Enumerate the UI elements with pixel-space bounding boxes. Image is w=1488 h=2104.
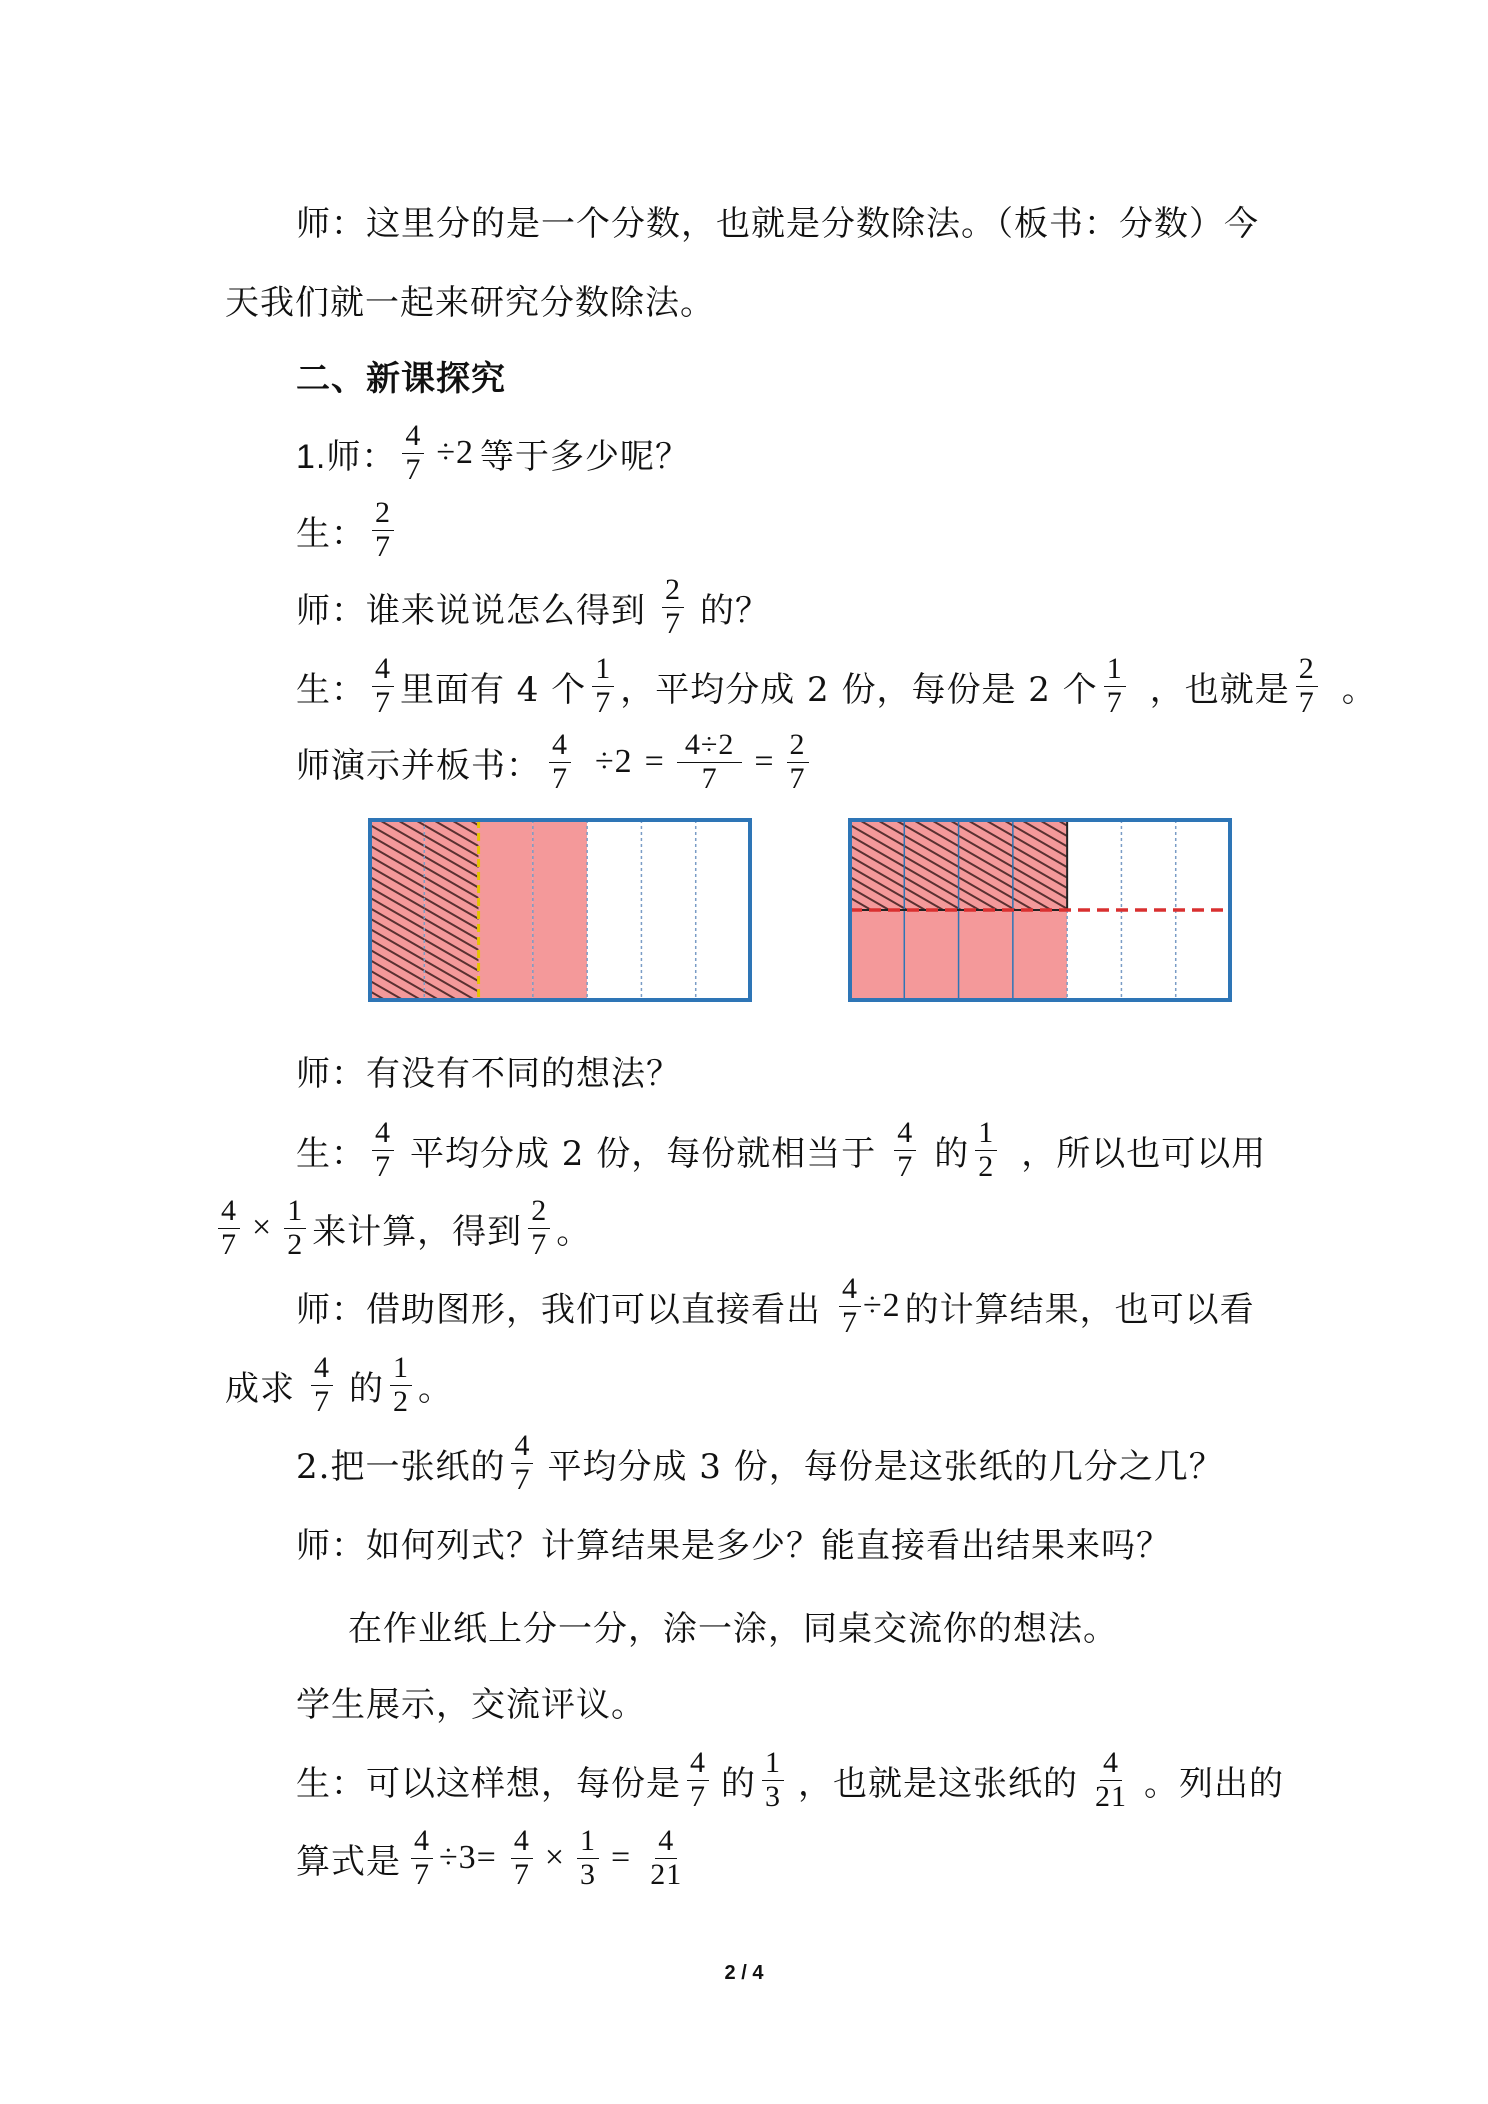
question-1: 1.师： $\frac{4}{7}$ ÷2 等于多少呢？ [296, 419, 691, 486]
fraction: $\frac{1}{2}$ [390, 1352, 412, 1418]
fraction: $\frac{4}{7}$ [372, 1117, 394, 1183]
fraction: $\frac{4}{7}$ [411, 1825, 433, 1891]
diagram-cell-top [1013, 820, 1067, 910]
teacher-line: 师：如何列式？计算结果是多少？能直接看出结果来吗？ [296, 1525, 1171, 1566]
fraction: $\frac{4}{7}$ [549, 729, 571, 795]
diagram-cell [370, 820, 424, 1000]
diagram-cell [1121, 820, 1175, 1000]
instruction-line: 在作业纸上分一分，涂一涂，同桌交流你的想法。 [348, 1608, 1118, 1649]
equation-line: 算式是 $\frac{4}{7}$ ÷3 = $\frac{4}{7}$ × $\frac{1}{3}$ = $\frac{4}{21}$ [296, 1823, 691, 1893]
fraction-diagram-right [840, 810, 1240, 1010]
fraction: $\frac{2}{7}$ [787, 729, 809, 795]
demo-line: 师演示并板书： $\frac{4}{7}$ ÷2 = $\frac{4\div 2}{7}$ = $\frac{2}{7}$ [296, 727, 815, 797]
answer-3: 生： $\frac{4}{7}$ 平均分成 2 份，每份就相当于 $\frac{4}{7}$ 的 $\frac{1}{2}$ ，所以也可以用 [296, 1116, 1267, 1183]
diagram-cell-bottom [959, 910, 1013, 1000]
teacher-line: 师：借助图形，我们可以直接看出 $\frac{4}{7}$ ÷2 的计算结果，也可以看 [296, 1272, 1255, 1339]
fraction: $\frac{1}{3}$ [762, 1747, 784, 1813]
diagram-cell-top [850, 820, 904, 910]
teacher-line: 师：谁来说说怎么得到 $\frac{2}{7}$ 的？ [296, 573, 770, 640]
fraction-diagram-left [360, 810, 760, 1010]
fraction: $\frac{1}{3}$ [577, 1825, 599, 1891]
fraction: $\frac{4}{7}$ [511, 1430, 533, 1496]
fraction: $\frac{1}{7}$ [592, 653, 614, 719]
answer-1: 生： $\frac{2}{7}$ [296, 495, 400, 565]
fraction: $\frac{1}{2}$ [975, 1117, 997, 1183]
answer-4: 生：可以这样想，每份是 $\frac{4}{7}$ 的 $\frac{1}{3}$ ，也就是这张纸的 $\frac{4}{21}$ 。列出的 [296, 1746, 1284, 1813]
answer-2: 生： $\frac{4}{7}$ 里面有 4 个 $\frac{1}{7}$ ，平均分成 2 份，每份是 2 个 $\frac{1}{7}$ ，也就是 $\frac{2}{7}$ 。 [296, 652, 1377, 719]
fraction: $\frac{4}{7}$ [894, 1117, 916, 1183]
fraction: $\frac{1}{2}$ [284, 1195, 306, 1261]
diagram-cell [479, 820, 533, 1000]
diagram-cell [696, 820, 750, 1000]
fraction: $\frac{4}{7}$ [372, 653, 394, 719]
page-number: 2 / 4 [724, 1962, 764, 1984]
fraction: $\frac{4}{7}$ [402, 420, 424, 486]
section-heading: 二、新课探究 [296, 358, 506, 399]
diagram-cell [641, 820, 695, 1000]
paragraph-line: 学生展示，交流评议。 [296, 1684, 646, 1725]
fraction: $\frac{4}{7}$ [687, 1747, 709, 1813]
fraction: $\frac{4}{21}$ [1095, 1746, 1127, 1813]
fraction: $\frac{4}{7}$ [839, 1273, 861, 1339]
fraction: $\frac{4}{7}$ [218, 1195, 240, 1261]
fraction: $\frac{4}{7}$ [311, 1352, 333, 1418]
paragraph-line: 师：这里分的是一个分数，也就是分数除法。（板书：分数）今 [296, 203, 1259, 244]
diagram-cell-bottom [1013, 910, 1067, 1000]
fraction: $\frac{4}{7}$ [511, 1825, 533, 1891]
diagram-cell-top [959, 820, 1013, 910]
diagram-cell [424, 820, 478, 1000]
fraction: $\frac{2}{7}$ [1296, 653, 1318, 719]
teacher-line-cont: 成求 $\frac{4}{7}$ 的 $\frac{1}{2}$ 。 [225, 1351, 453, 1418]
answer-3-cont: $\frac{4}{7}$ × $\frac{1}{2}$ 来计算，得到 $\frac{2}{7}$ 。 [212, 1193, 591, 1263]
diagram-cell-top [904, 820, 958, 910]
fraction: $\frac{2}{7}$ [528, 1195, 550, 1261]
diagram-cell [533, 820, 587, 1000]
diagram-cell-bottom [850, 910, 904, 1000]
diagram-cell-bottom [904, 910, 958, 1000]
fraction: $\frac{2}{7}$ [372, 497, 394, 563]
fraction: $\frac{4\div 2}{7}$ [677, 729, 742, 795]
diagram-cell [1067, 820, 1121, 1000]
fraction: $\frac{1}{7}$ [1104, 653, 1126, 719]
question-2: 2.把一张纸的 $\frac{4}{7}$ 平均分成 3 份，每份是这张纸的几分之几？ [296, 1429, 1224, 1496]
diagram-cell [587, 820, 641, 1000]
fraction: $\frac{2}{7}$ [662, 574, 684, 640]
paragraph-line: 天我们就一起来研究分数除法。 [225, 282, 715, 323]
fraction: $\frac{4}{21}$ [650, 1824, 683, 1891]
teacher-line: 师：有没有不同的想法？ [296, 1053, 681, 1094]
